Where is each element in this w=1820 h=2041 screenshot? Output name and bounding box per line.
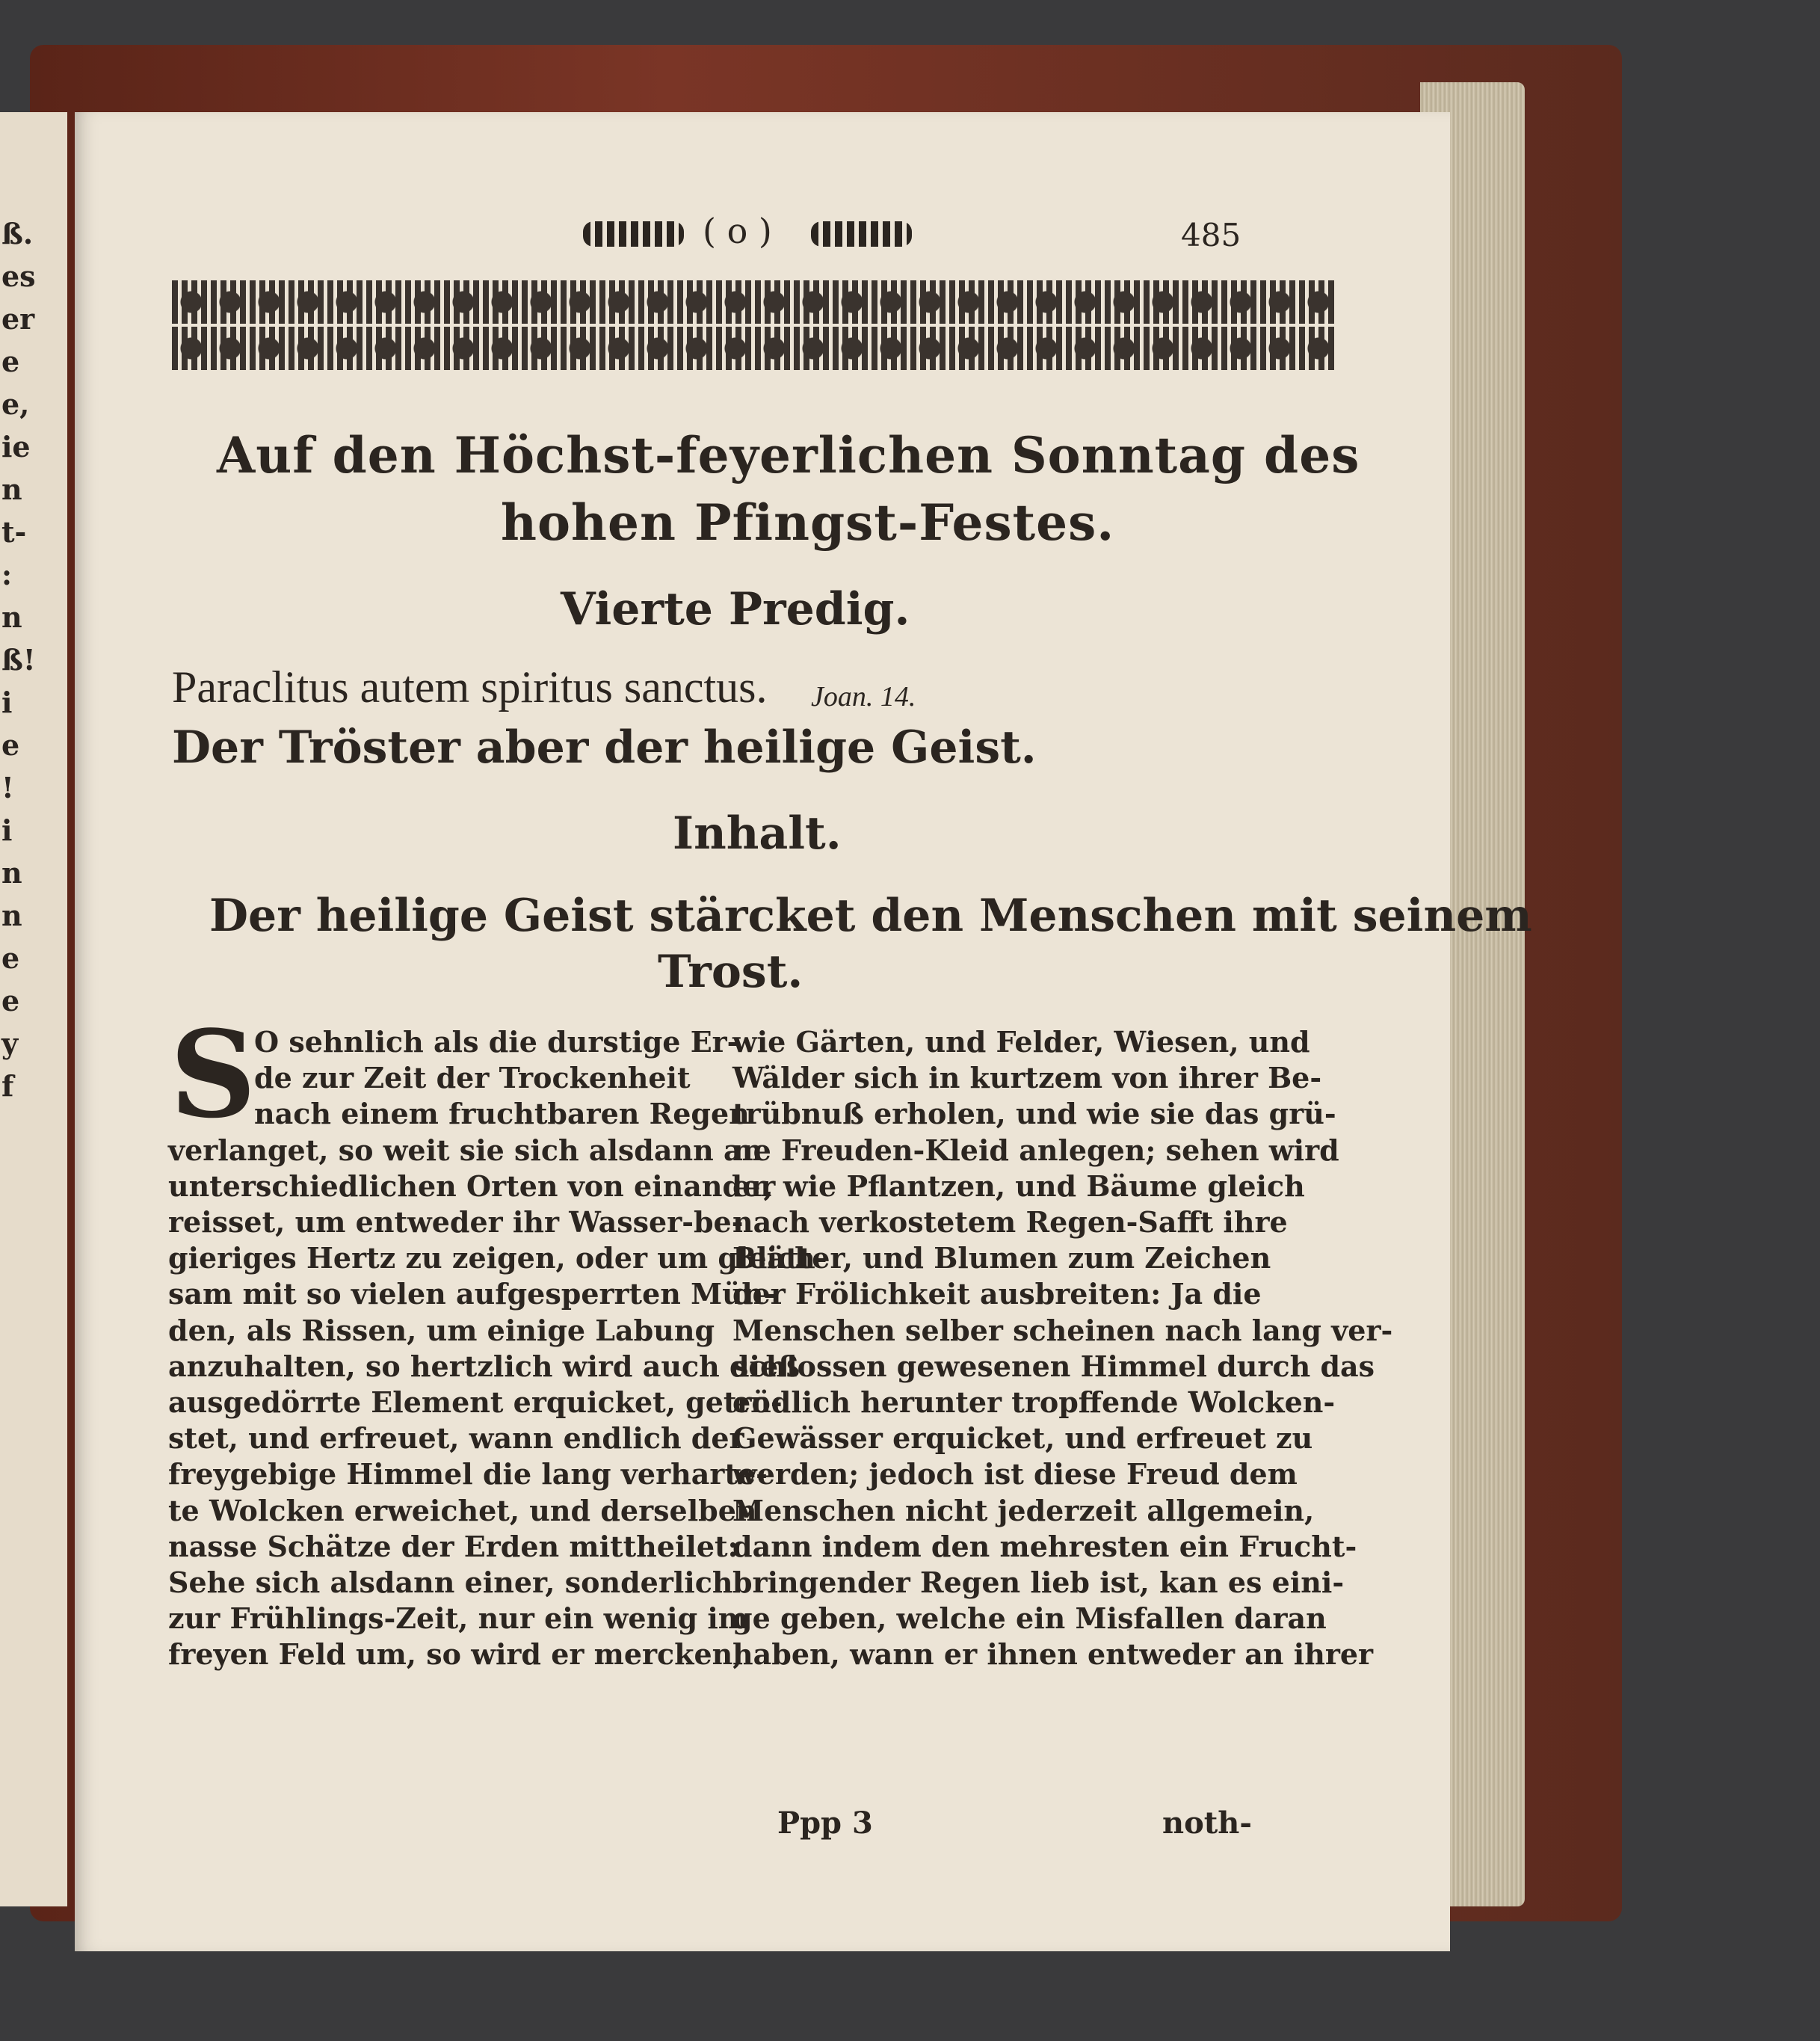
signature-mark: Ppp 3 xyxy=(777,1806,873,1841)
body-line: gieriges Hertz zu zeigen, oder um gleich- xyxy=(168,1241,827,1275)
left-page-fragment: t- xyxy=(1,515,27,549)
body-line: freygebige Himmel die lang verharte- xyxy=(168,1457,768,1491)
left-page-fragment: er xyxy=(1,302,35,336)
motto-reference: Joan. 14. xyxy=(811,681,916,712)
left-page-fragment: n xyxy=(1,600,22,634)
ornamental-band xyxy=(172,273,1338,374)
summary-line-1: Der heilige Geist stärcket den Menschen mit seinem xyxy=(209,890,1532,942)
body-line: ge geben, welche ein Misfallen daran xyxy=(732,1601,1327,1635)
left-page-fragment: ! xyxy=(1,771,14,804)
right-page xyxy=(75,112,1532,1951)
body-line: der Frölichkeit ausbreiten: Ja die xyxy=(732,1277,1262,1311)
catchword: noth- xyxy=(1162,1806,1252,1841)
left-page-fragment: ie xyxy=(1,430,31,464)
body-line: dann indem den mehresten ein Frucht- xyxy=(732,1530,1357,1563)
body-line: reisset, um entweder ihr Wasser-be- xyxy=(168,1205,744,1239)
left-page-fragment: e, xyxy=(1,387,30,421)
body-line: freyen Feld um, so wird er mercken, xyxy=(168,1637,743,1671)
body-line: unterschiedlichen Orten von einander xyxy=(168,1169,776,1203)
page-number: 485 xyxy=(1181,217,1241,253)
left-page-fragment: : xyxy=(1,558,13,591)
body-line: sam mit so vielen aufgesperrten Mün- xyxy=(168,1277,776,1311)
left-page xyxy=(0,112,67,1906)
body-line: de zur Zeit der Trockenheit xyxy=(254,1061,691,1095)
body-line: stet, und erfreuet, wann endlich der xyxy=(168,1421,744,1455)
body-line: schlossen gewesenen Himmel durch das xyxy=(732,1349,1375,1383)
left-page-fragment: ß. xyxy=(1,217,34,250)
body-line: Menschen selber scheinen nach lang ver- xyxy=(732,1314,1393,1347)
body-line: haben, wann er ihnen entweder an ihrer xyxy=(732,1637,1374,1671)
body-line: bringender Regen lieb ist, kan es eini- xyxy=(732,1566,1345,1599)
body-line: nasse Schätze der Erden mittheilet: xyxy=(168,1530,738,1563)
body-line: endlich herunter tropffende Wolcken- xyxy=(732,1385,1336,1419)
body-line: werden; jedoch ist diese Freud dem xyxy=(732,1457,1298,1491)
body-line: Blätter, und Blumen zum Zeichen xyxy=(732,1241,1271,1275)
body-line: te Wolcken erweichet, und derselben xyxy=(168,1494,757,1527)
title-line-2: hohen Pfingst-Festes. xyxy=(501,493,1115,552)
body-line: nach einem fruchtbaren Regen xyxy=(254,1097,750,1130)
body-line: verlanget, so weit sie sich alsdann an xyxy=(168,1133,763,1167)
left-page-fragment: es xyxy=(1,259,36,293)
left-page-fragment: n xyxy=(1,472,22,506)
left-page-fragment: n xyxy=(1,856,22,890)
motto-german: Der Tröster aber der heilige Geist. xyxy=(172,721,1037,774)
motto-latin: Paraclitus autem spiritus sanctus. xyxy=(172,662,768,712)
left-page-fragment: e xyxy=(1,941,20,975)
body-line: anzuhalten, so hertzlich wird auch dieß xyxy=(168,1349,801,1383)
header-ornament-right xyxy=(811,221,912,247)
left-page-fragment: n xyxy=(1,899,22,932)
body-line: Menschen nicht jederzeit allgemein, xyxy=(732,1494,1315,1527)
body-line: Sehe sich alsdann einer, sonderlich xyxy=(168,1566,733,1599)
left-page-fragment: e xyxy=(1,345,20,378)
body-line: zur Frühlings-Zeit, nur ein wenig im xyxy=(168,1601,749,1635)
summary-line-2: Trost. xyxy=(658,946,803,998)
body-line: er, wie Pflantzen, und Bäume gleich xyxy=(732,1169,1305,1203)
body-line: ausgedörrte Element erquicket, getrö- xyxy=(168,1385,783,1419)
body-line: Wälder sich in kurtzem von ihrer Be- xyxy=(732,1061,1322,1095)
body-line: ne Freuden-Kleid anlegen; sehen wird xyxy=(732,1133,1339,1167)
left-page-fragment: i xyxy=(1,686,13,719)
body-line: den, als Rissen, um einige Labung xyxy=(168,1314,715,1347)
title-line-1: Auf den Höchst-feyerlichen Sonntag des xyxy=(217,426,1360,484)
contents-label: Inhalt. xyxy=(673,807,842,860)
left-page-fragment: ß! xyxy=(1,643,36,677)
body-line: nach verkostetem Regen-Safft ihre xyxy=(732,1205,1288,1239)
left-page-fragment: f xyxy=(1,1069,14,1103)
header-ornament-left xyxy=(583,221,684,247)
header-mark: ( o ) xyxy=(703,211,772,251)
body-line: wie Gärten, und Felder, Wiesen, und xyxy=(732,1025,1310,1059)
left-page-fragment: i xyxy=(1,813,13,847)
ornament-row-top xyxy=(172,280,1338,324)
drop-initial: S xyxy=(170,1004,256,1145)
body-line: trübnuß erholen, und wie sie das grü- xyxy=(732,1097,1336,1130)
body-line: O sehnlich als die durstige Er- xyxy=(254,1025,739,1059)
left-page-fragment: e xyxy=(1,984,20,1018)
ornament-row-bottom xyxy=(172,327,1338,370)
body-line: Gewässer erquicket, und erfreuet zu xyxy=(732,1421,1313,1455)
sermon-label: Vierte Predig. xyxy=(561,583,910,635)
left-page-fragment: y xyxy=(1,1026,19,1060)
left-page-fragment: e xyxy=(1,728,20,762)
